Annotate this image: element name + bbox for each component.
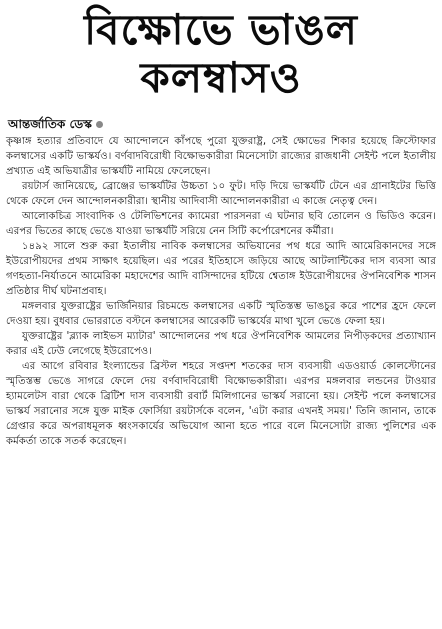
headline-line-2: কলম্বাসও	[140, 53, 302, 102]
desk-label: আন্তর্জাতিক ডেস্ক	[8, 117, 92, 131]
headline-line-1: বিক্ষোভে ভাঙল	[84, 5, 358, 54]
article-body	[6, 134, 436, 449]
paragraph: মঙ্গলবার যুক্তরাষ্ট্রের ভার্জিনিয়ার রিচমন্ডে কলম্বাসের একটি স্মৃতিস্তম্ভ ভাঙচুর করে পাশের হ্রদে ফেলে দেওয়া হয়। বুধবার ভোররাতে বস্টনে কলম্বাসের আরেকটি ভাস্কর্যের মাথা খুলে ভেঙে ফেলা হয়।	[6, 301, 436, 327]
paragraph: ১৪৯২ সালে শুরু করা ইতালীয় নাবিক কলম্বাসের অভিযানের পথ ধরে আদি আমেরিকানদের সঙ্গে ইউরোপীয়দের প্রথম সাক্ষাৎ হয়েছিল। এর পরের ইতিহাসে জড়িয়ে আছে আটলান্টিকের দাস ব্যবসা আর গণহত্যা-নির্যাতনে আমেরিকা মহাদেশের আদি বাসিন্দাদের হটিয়ে শ্বেতাঙ্গ ইউরোপীয়দের ঔপনিবেশিক শাসন প্রতিষ্ঠার দীর্ঘ ঘটনাপ্রবাহ।	[6, 241, 436, 297]
headline	[6, 0, 436, 102]
paragraph: এর আগে রবিবার ইংল্যান্ডের ব্রিস্টল শহরে সপ্তদশ শতকের দাস ব্যবসায়ী এডওয়ার্ড কোলস্টোনের স্মৃতিস্তম্ভ ভেঙে সাগরে ফেলে দেয় বর্ণবাদবিরোধী বিক্ষোভকারীরা। এরপর মঙ্গলবার লন্ডনের টাওয়ার হ্যামলেটস বারা থেকে ব্রিটিশ দাস ব্যবসায়ী রবার্ট মিলিগানের ভাস্কর্য সরানো হয়। সেইন্ট পলে কলম্বাসের ভাস্কর্য সরানোর সঙ্গে যুক্ত মাইক ফোর্সিয়া রয়টার্সকে বলেন, 'এটা করার এখনই সময়।' তিনি জানান, তাকে গ্রেপ্তার করে অপরাধমূলক ধ্বংসকার্যের অভিযোগ আনা হতে পারে বলে মিনেসোটা রাজ্য পুলিশের এক কর্মকর্তা তাকে সতর্ক করেছেন।	[6, 361, 436, 447]
paragraph: যুক্তরাষ্ট্রের 'ব্ল্যাক লাইভস ম্যাটার' আন্দোলনের পথ ধরে ঔপনিবেশিক আমলের নিপীড়কদের প্রত্যাখ্যান করার এই ঢেউ লেগেছে ইউরোপেও।	[6, 331, 436, 357]
byline-desk	[6, 116, 436, 132]
paragraph: রয়টার্স জানিয়েছে, ব্রোঞ্জের ভাস্কর্যটির উচ্চতা ১০ ফুট। দড়ি দিয়ে ভাস্কর্যটি টেনে এর গ্রানাইটের ভিত্তি থেকে ফেলে দেন আন্দোলনকারীরা। স্থানীয় আদিবাসী আন্দোলনকারীরা এ কাজে নেতৃত্ব দেন।	[6, 181, 436, 207]
paragraph: আলোকচিত্র সাংবাদিক ও টেলিভিশনের ক্যামেরা পারসনরা এ ঘটনার ছবি তোলেন ও ভিডিও করেন। এরপর ভিতের কাছে ভেঙে যাওয়া ভাস্কর্যটি সরিয়ে নেন সিটি কর্পোরেশনের কর্মীরা।	[6, 211, 436, 237]
paragraph: কৃষ্ণাঙ্গ হত্যার প্রতিবাদে যে আন্দোলনে কাঁপছে পুরো যুক্তরাষ্ট্র, সেই ক্ষোভের শিকার হয়েছে ক্রিস্টোফার কলম্বাসের একটি ভাস্কর্যও। বর্ণবাদবিরোধী বিক্ষোভকারীরা মিনেসোটা রাজ্যের রাজধানী সেইন্ট পলে ইতালীয় প্রখ্যাত এই অভিযাত্রীর ভাস্কর্যটি নামিয়ে ফেলেছেন।	[6, 136, 436, 177]
bullet-dot-icon	[96, 121, 103, 128]
